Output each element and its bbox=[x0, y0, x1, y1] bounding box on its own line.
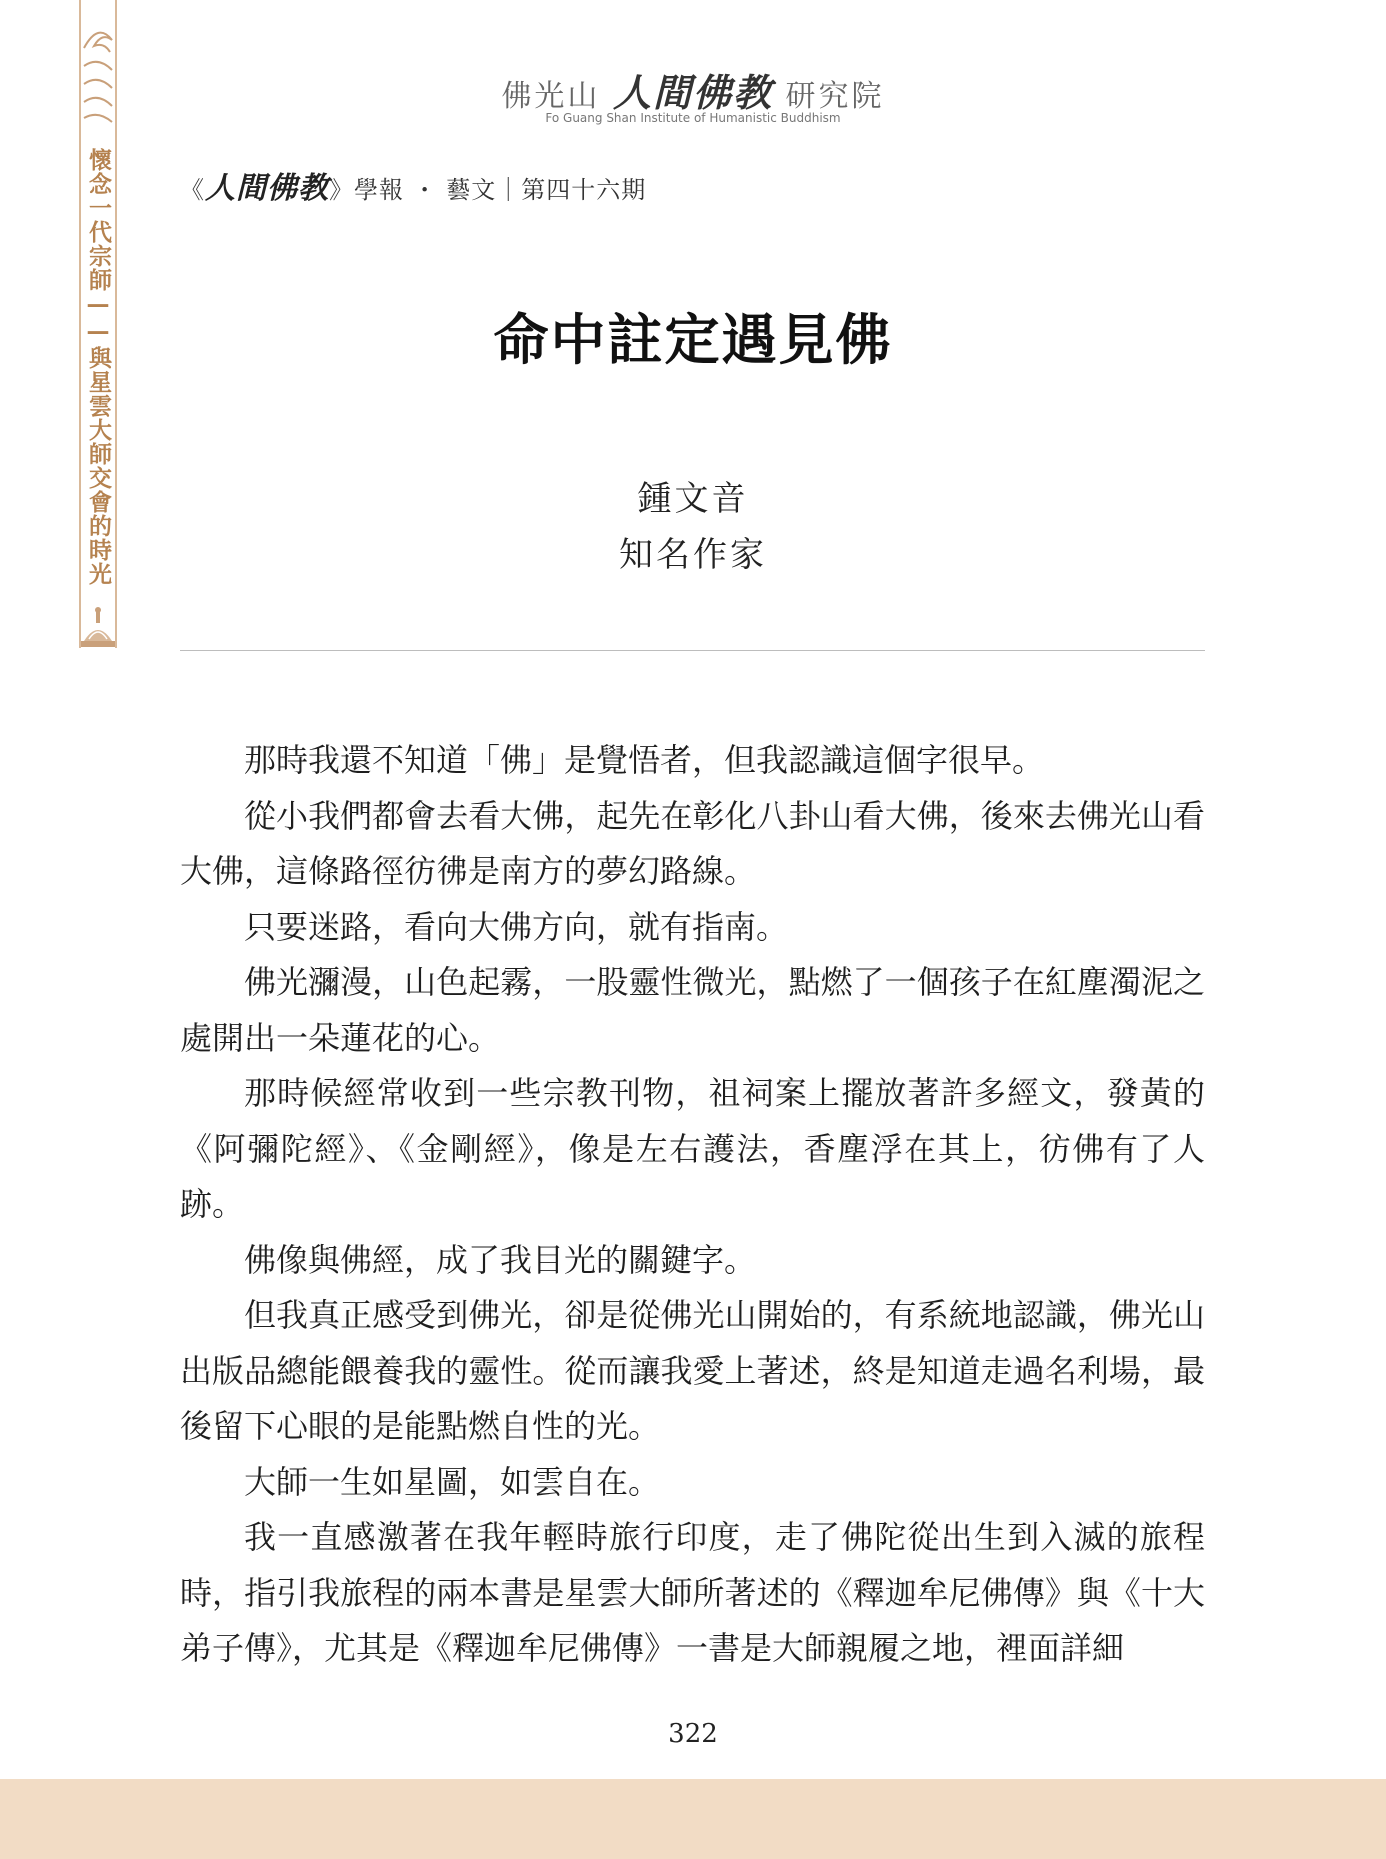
article-body bbox=[180, 733, 1205, 1677]
footer-band bbox=[0, 1779, 1386, 1859]
sidebar-title: 懷念一代宗師——與星雲大師交會的時光 bbox=[85, 148, 111, 586]
paragraph: 我一直感激著在我年輕時旅行印度，走了佛陀從出生到入滅的旅程時，指引我旅程的兩本書是星雲大師所著述的《釋迦牟尼佛傳》與《十大弟子傳》，尤其是《釋迦牟尼佛傳》一書是大師親履之地，裡面詳細 bbox=[180, 1518, 1205, 1667]
paragraph: 那時我還不知道「佛」是覺悟者，但我認識這個字很早。 bbox=[244, 741, 1045, 779]
institute-prefix: 佛光山 bbox=[501, 79, 601, 114]
paragraph: 從小我們都會去看大佛，起先在彰化八卦山看大佛，後來去佛光山看大佛，這條路徑彷彿是南方的夢幻路線。 bbox=[180, 796, 1205, 890]
paragraph: 佛光瀰漫，山色起霧，一股靈性微光，點燃了一個孩子在紅塵濁泥之處開出一朵蓮花的心。 bbox=[180, 963, 1205, 1057]
paragraph: 佛像與佛經，成了我目光的關鍵字。 bbox=[244, 1240, 757, 1279]
title-divider bbox=[180, 650, 1205, 651]
institute-brand: 人間佛教 bbox=[612, 70, 773, 115]
journal-rest: 》學報 ・ 藝文｜第四十六期 bbox=[329, 176, 647, 204]
paragraph: 大師一生如星圖，如雲自在。 bbox=[244, 1462, 661, 1501]
paragraph: 那時候經常收到一些宗教刊物，祖祠案上擺放著許多經文，發黃的《阿彌陀經》、《金剛經》，像是左右護法，香塵浮在其上，彷佛有了人跡。 bbox=[180, 1074, 1205, 1223]
paragraph: 但我真正感受到佛光，卻是從佛光山開始的，有系統地認識，佛光山出版品總能餵養我的靈性。從而讓我愛上著述，終是知道走過名利場，最後留下心眼的是能點燃自性的光。 bbox=[180, 1296, 1205, 1445]
institute-name-en: Fo Guang Shan Institute of Humanistic Buddhism bbox=[545, 111, 841, 125]
paragraph: 只要迷路，看向大佛方向，就有指南。 bbox=[244, 907, 789, 946]
journal-header bbox=[180, 163, 646, 207]
article-title: 命中註定遇見佛 bbox=[493, 307, 893, 372]
institute-suffix: 研究院 bbox=[785, 79, 885, 114]
article-author: 鍾文音 bbox=[637, 479, 749, 519]
institute-name bbox=[0, 62, 1386, 117]
page-number: 322 bbox=[668, 1719, 718, 1749]
journal-brand: 人間佛教 bbox=[205, 171, 329, 206]
journal-open: 《 bbox=[180, 176, 205, 204]
stupa-ornament-icon bbox=[79, 605, 117, 649]
author-affiliation: 知名作家 bbox=[619, 535, 767, 575]
